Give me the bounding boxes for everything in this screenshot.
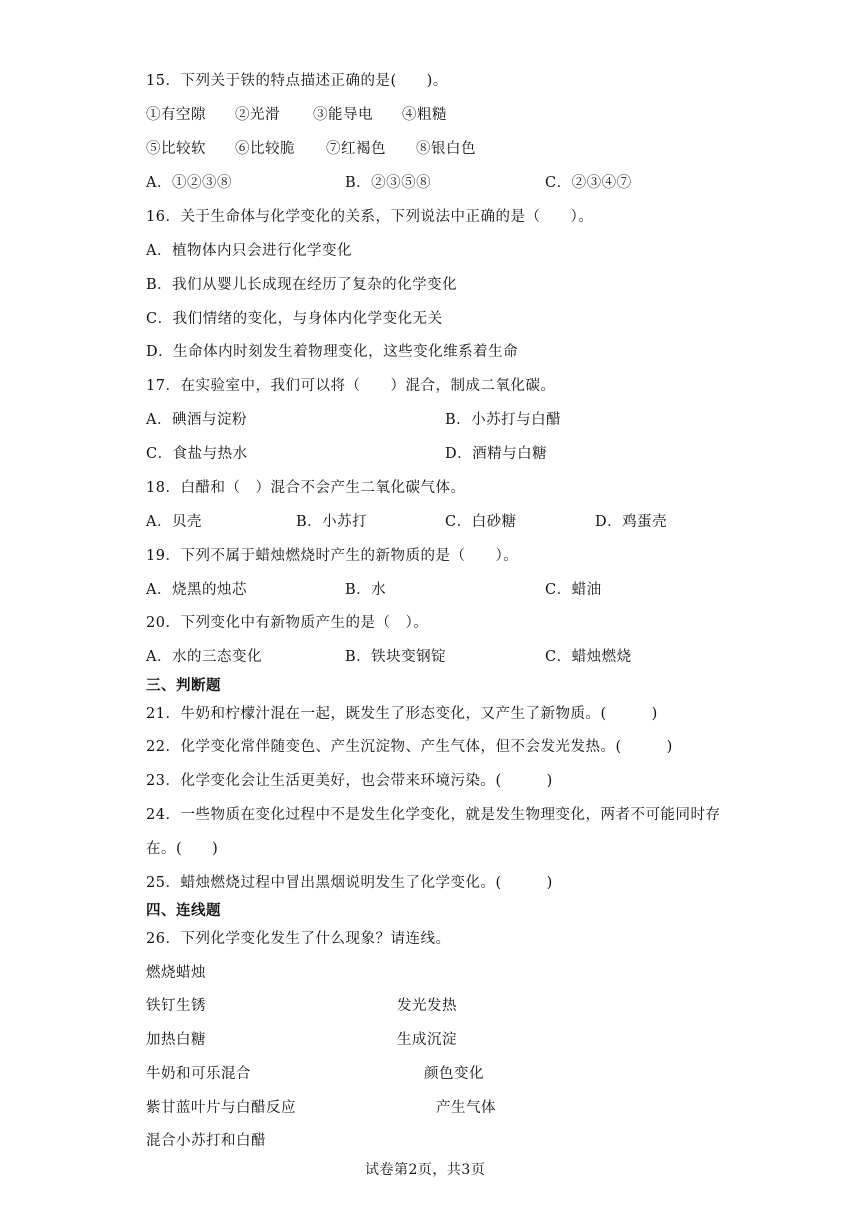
q18-option-a: A．贝壳: [146, 514, 202, 530]
q20-option-b: B．铁块变钢锭: [345, 649, 447, 665]
q20-stem: 20．下列变化中有新物质产生的是（ ）。: [146, 615, 429, 631]
q15-item-8: ⑧银白色: [416, 141, 476, 157]
q15-item-6: ⑥比较脆: [235, 141, 295, 157]
q17-option-d: D．酒精与白糖: [445, 446, 548, 462]
q23-statement: 23．化学变化会让生活更美好，也会带来环境污染。( ): [146, 773, 553, 789]
q25-statement: 25．蜡烛燃烧过程中冒出黑烟说明发生了化学变化。( ): [146, 875, 553, 891]
q20-option-a: A．水的三态变化: [146, 649, 262, 665]
q17-option-c: C．食盐与热水: [146, 446, 248, 462]
match-right-item: 产生气体: [436, 1100, 496, 1116]
q19-stem: 19．下列不属于蜡烛燃烧时产生的新物质的是（ ）。: [146, 548, 519, 564]
q18-option-b: B．小苏打: [296, 514, 368, 530]
q16-option-d: D．生命体内时刻发生着物理变化，这些变化维系着生命: [146, 344, 519, 360]
match-right-item: 发光发热: [397, 998, 457, 1014]
section-match-title: 四、连线题: [146, 903, 221, 919]
q24-statement-line2: 在。( ): [146, 841, 219, 857]
q19-option-b: B．水: [345, 582, 387, 598]
match-left-item: 紫甘蓝叶片与白醋反应: [146, 1100, 296, 1116]
q15-item-7: ⑦红褐色: [326, 141, 386, 157]
page-footer: 试卷第2页，共3页: [365, 1162, 486, 1178]
q15-item-5: ⑤比较软: [146, 141, 206, 157]
match-left-item: 铁钉生锈: [146, 998, 206, 1014]
q15-item-1: ①有空隙: [146, 107, 206, 123]
q15-stem: 15．下列关于铁的特点描述正确的是( )。: [146, 73, 448, 89]
match-left-item: 加热白糖: [146, 1032, 206, 1048]
q19-option-c: C．蜡油: [545, 582, 602, 598]
q16-option-b: B．我们从婴儿长成现在经历了复杂的化学变化: [146, 277, 458, 293]
match-right-item: 颜色变化: [424, 1066, 484, 1082]
q16-option-c: C．我们情绪的变化，与身体内化学变化无关: [146, 311, 443, 327]
q15-item-4: ④粗糙: [402, 107, 447, 123]
q15-option-a: A．①②③⑧: [146, 175, 232, 191]
q17-option-b: B．小苏打与白醋: [445, 412, 562, 428]
match-left-item: 牛奶和可乐混合: [146, 1066, 251, 1082]
q18-option-d: D．鸡蛋壳: [595, 514, 668, 530]
match-left-item: 混合小苏打和白醋: [146, 1133, 266, 1149]
q18-stem: 18．白醋和（ ）混合不会产生二氧化碳气体。: [146, 480, 466, 496]
q22-statement: 22．化学变化常伴随变色、产生沉淀物、产生气体，但不会发光发热。( ): [146, 739, 673, 755]
q24-statement-line1: 24．一些物质在变化过程中不是发生化学变化，就是发生物理变化，两者不可能同时存: [146, 807, 721, 823]
match-right-item: 生成沉淀: [397, 1032, 457, 1048]
q17-stem: 17．在实验室中，我们可以将（ ）混合，制成二氧化碳。: [146, 378, 556, 394]
q20-option-c: C．蜡烛燃烧: [545, 649, 632, 665]
q15-item-2: ②光滑: [235, 107, 280, 123]
q15-option-c: C．②③④⑦: [545, 175, 632, 191]
q16-stem: 16．关于生命体与化学变化的关系，下列说法中正确的是（ ）。: [146, 209, 594, 225]
q16-option-a: A．植物体内只会进行化学变化: [146, 243, 352, 259]
q26-stem: 26．下列化学变化发生了什么现象？请连线。: [146, 931, 451, 947]
q15-item-3: ③能导电: [313, 107, 373, 123]
q15-option-b: B．②③⑤⑧: [345, 175, 432, 191]
q21-statement: 21．牛奶和柠檬汁混在一起，既发生了形态变化，又产生了新物质。( ): [146, 706, 658, 722]
match-left-item: 燃烧蜡烛: [146, 965, 206, 981]
section-judge-title: 三、判断题: [146, 678, 221, 694]
q18-option-c: C．白砂糖: [445, 514, 517, 530]
q19-option-a: A．烧黑的烛芯: [146, 582, 247, 598]
q17-option-a: A．碘酒与淀粉: [146, 412, 247, 428]
